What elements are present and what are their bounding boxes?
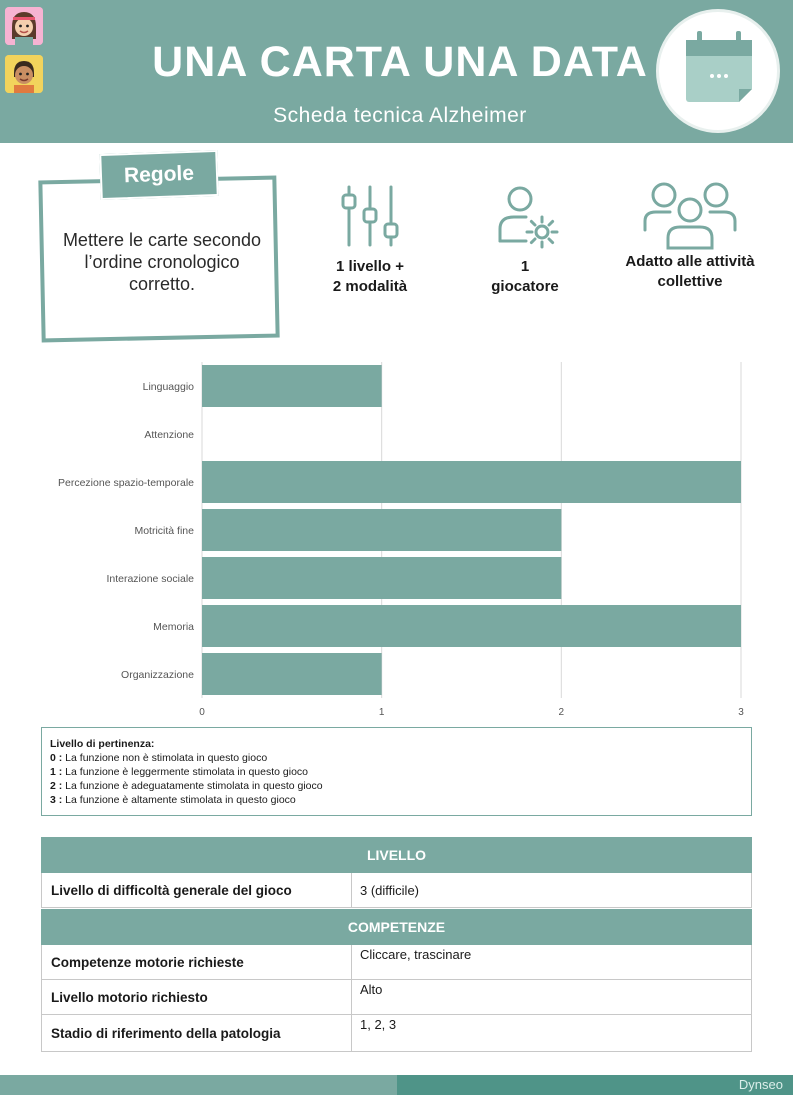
relevance-bar-chart — [0, 355, 793, 715]
feature-levels-line2: 2 modalità — [332, 278, 408, 295]
page-title: UNA CARTA UNA DATA — [152, 38, 648, 86]
rules-text: Mettere le carte secondo l’ordine cronologico corretto. — [62, 230, 262, 294]
calendar-badge — [656, 9, 780, 133]
feature-group — [615, 178, 765, 292]
page-subtitle: Scheda tecnica Alzheimer — [273, 104, 527, 127]
x-tick-label: 0 — [199, 707, 205, 715]
category-label: Memoria — [153, 621, 194, 633]
bar — [202, 557, 561, 599]
row-value: Cliccare, trascinare — [360, 947, 472, 962]
skills-table — [41, 909, 752, 1052]
feature-levels-line1: 1 livello + — [336, 258, 404, 275]
category-label: Percezione spazio-temporale — [58, 477, 194, 489]
table-row — [41, 873, 752, 908]
bar — [202, 653, 382, 695]
category-label: Attenzione — [144, 429, 194, 441]
avatar-male — [5, 55, 43, 93]
brand-logo: Dynseo — [738, 1077, 783, 1092]
feature-group-line2: collettive — [657, 273, 723, 290]
bar — [202, 605, 741, 647]
footer-bar-left — [0, 1075, 397, 1095]
row-label: Competenze motorie richieste — [42, 945, 352, 979]
row-label: Livello motorio richiesto — [42, 980, 352, 1014]
footer-bar-right — [397, 1075, 793, 1095]
legend-title: Livello di pertinenza: — [50, 738, 155, 750]
player-settings-icon — [490, 183, 560, 249]
x-tick-label: 1 — [378, 707, 385, 715]
legend-item-3: 3 : La funzione è altamente stimolata in questo gioco — [50, 794, 296, 806]
table-row — [41, 1015, 752, 1052]
group-icon — [640, 178, 740, 250]
category-label: Motricità fine — [134, 525, 194, 537]
category-label: Organizzazione — [121, 669, 194, 681]
row-value: Alto — [360, 982, 383, 997]
feature-levels — [295, 183, 445, 297]
row-value: 1, 2, 3 — [360, 1017, 397, 1032]
category-label: Interazione sociale — [106, 573, 194, 585]
row-value: 3 (difficile) — [360, 882, 420, 898]
sliders-icon — [335, 183, 405, 249]
feature-players — [450, 183, 600, 297]
level-table — [41, 837, 752, 908]
bar — [202, 461, 741, 503]
level-table-header: LIVELLO — [41, 837, 752, 873]
avatar-female — [5, 7, 43, 45]
bar — [202, 365, 382, 407]
x-tick-label: 3 — [738, 707, 744, 715]
row-label: Stadio di riferimento della patologia — [42, 1015, 352, 1051]
x-tick-label: 2 — [558, 707, 565, 715]
skills-table-header: COMPETENZE — [41, 909, 752, 945]
calendar-icon — [659, 12, 777, 130]
feature-players-line2: giocatore — [491, 278, 559, 295]
legend-item-1: 1 : La funzione è leggermente stimolata in questo gioco — [50, 766, 309, 778]
category-label: Linguaggio — [142, 381, 194, 393]
relevance-legend — [41, 727, 752, 816]
table-row — [41, 945, 752, 980]
legend-item-2: 2 : La funzione è adeguatamente stimolata in questo gioco — [50, 780, 323, 792]
feature-players-line1: 1 — [520, 258, 530, 275]
table-row — [41, 980, 752, 1015]
legend-item-0: 0 : La funzione non è stimolata in questo gioco — [50, 752, 268, 764]
rules-tag: Regole — [99, 150, 219, 200]
row-label: Livello di difficoltà generale del gioco — [42, 873, 352, 907]
feature-group-line1: Adatto alle attività — [625, 253, 755, 270]
bar — [202, 509, 561, 551]
